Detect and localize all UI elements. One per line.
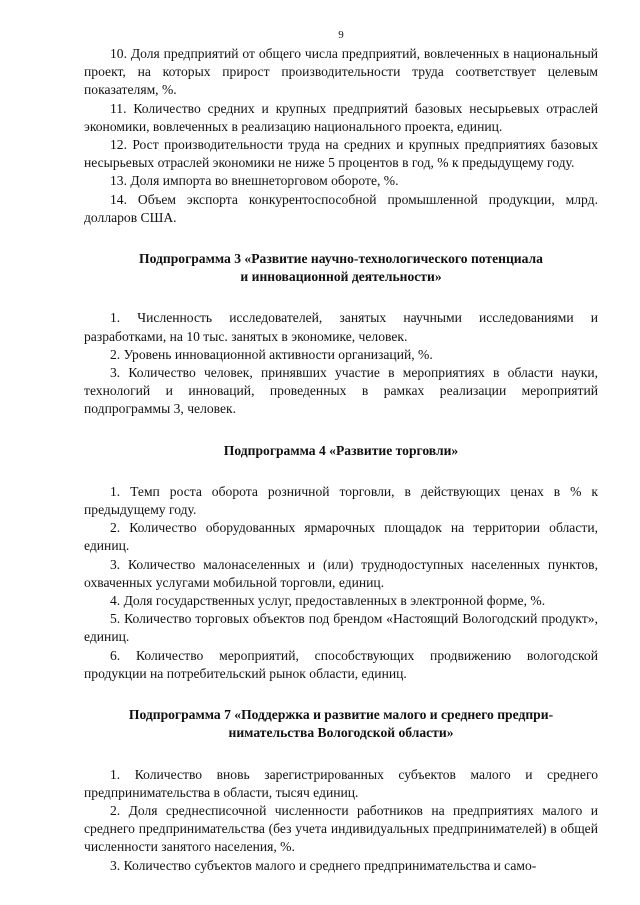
list-item: 12. Рост производительности труда на средних и крупных предприятиях базовых несырьевых отраслей экономики не ниже 5 процентов в год, % к предыдущему году. bbox=[84, 137, 598, 171]
subprogram-3-heading-line2: и инновационной деятельности» bbox=[240, 269, 442, 285]
list-item: 1. Темп роста оборота розничной торговли, в действующих ценах в % к предыдущему году. bbox=[84, 483, 598, 518]
subprogram-4-list bbox=[84, 483, 598, 683]
document-page bbox=[84, 0, 598, 875]
subprogram-3-heading bbox=[84, 250, 598, 286]
subprogram-7-list bbox=[84, 766, 598, 875]
list-item: 2. Доля среднесписочной численности работников на предприятиях малого и среднего предпринимательства (без учета индивидуальных предпринимателей) в общей численности занятого населения, %. bbox=[84, 802, 598, 855]
list-item: 14. Объем экспорта конкурентоспособной промышленной продукции, млрд. долларов США. bbox=[84, 191, 598, 225]
list-item: 3. Количество малонаселенных и (или) труднодоступных населенных пунктов, охваченных услугами мобильной торговли, единиц. bbox=[84, 556, 598, 590]
page-number: 9 bbox=[338, 29, 344, 41]
list-item: 3. Количество человек, принявших участие в мероприятиях в области науки, технологий и инноваций, проведенных в рамках реализации мероприятий подпрограммы 3, человек. bbox=[84, 365, 598, 417]
section-top-list bbox=[84, 45, 598, 227]
list-item: 2. Уровень инновационной активности организаций, %. bbox=[110, 346, 433, 362]
list-item: 13. Доля импорта во внешнеторговом обороте, %. bbox=[110, 173, 399, 189]
list-item: 2. Количество оборудованных ярмарочных площадок на территории области, единиц. bbox=[84, 520, 598, 554]
subprogram-3-heading-line1: Подпрограмма 3 «Развитие научно-технологического потенциала bbox=[139, 251, 543, 267]
list-item: 11. Количество средних и крупных предприятий базовых несырьевых отраслей экономики, вовлеченных в реализацию национального проекта, единиц. bbox=[84, 100, 598, 134]
list-item: 10. Доля предприятий от общего числа предприятий, вовлеченных в национальный проект, на которых прирост производительности труда соответствует целевым показателям, %. bbox=[84, 46, 598, 98]
list-item: 3. Количество субъектов малого и среднего предпринимательства и само- bbox=[110, 857, 537, 873]
subprogram-4-heading: Подпрограмма 4 «Развитие торговли» bbox=[223, 442, 459, 458]
list-item: 6. Количество мероприятий, способствующих продвижению вологодской продукции на потребительский рынок области, единиц. bbox=[84, 647, 598, 681]
subprogram-3-list bbox=[84, 309, 598, 418]
subprogram-7-heading-line1: Подпрограмма 7 «Поддержка и развитие малого и среднего предпри- bbox=[128, 707, 554, 723]
list-item: 1. Численность исследователей, занятых научными исследованиями и разработками, на 10 тыс. занятых в экономике, человек. bbox=[84, 310, 598, 344]
list-item: 1. Количество вновь зарегистрированных субъектов малого и среднего предпринимательства в области, тысяч единиц. bbox=[84, 766, 598, 800]
subprogram-7-heading-line2: нимательства Вологодской области» bbox=[228, 725, 454, 741]
list-item: 4. Доля государственных услуг, предоставленных в электронной форме, %. bbox=[110, 593, 546, 609]
subprogram-7-heading bbox=[84, 706, 598, 742]
list-item: 5. Количество торговых объектов под брендом «Настоящий Вологодский продукт», единиц. bbox=[84, 611, 598, 645]
